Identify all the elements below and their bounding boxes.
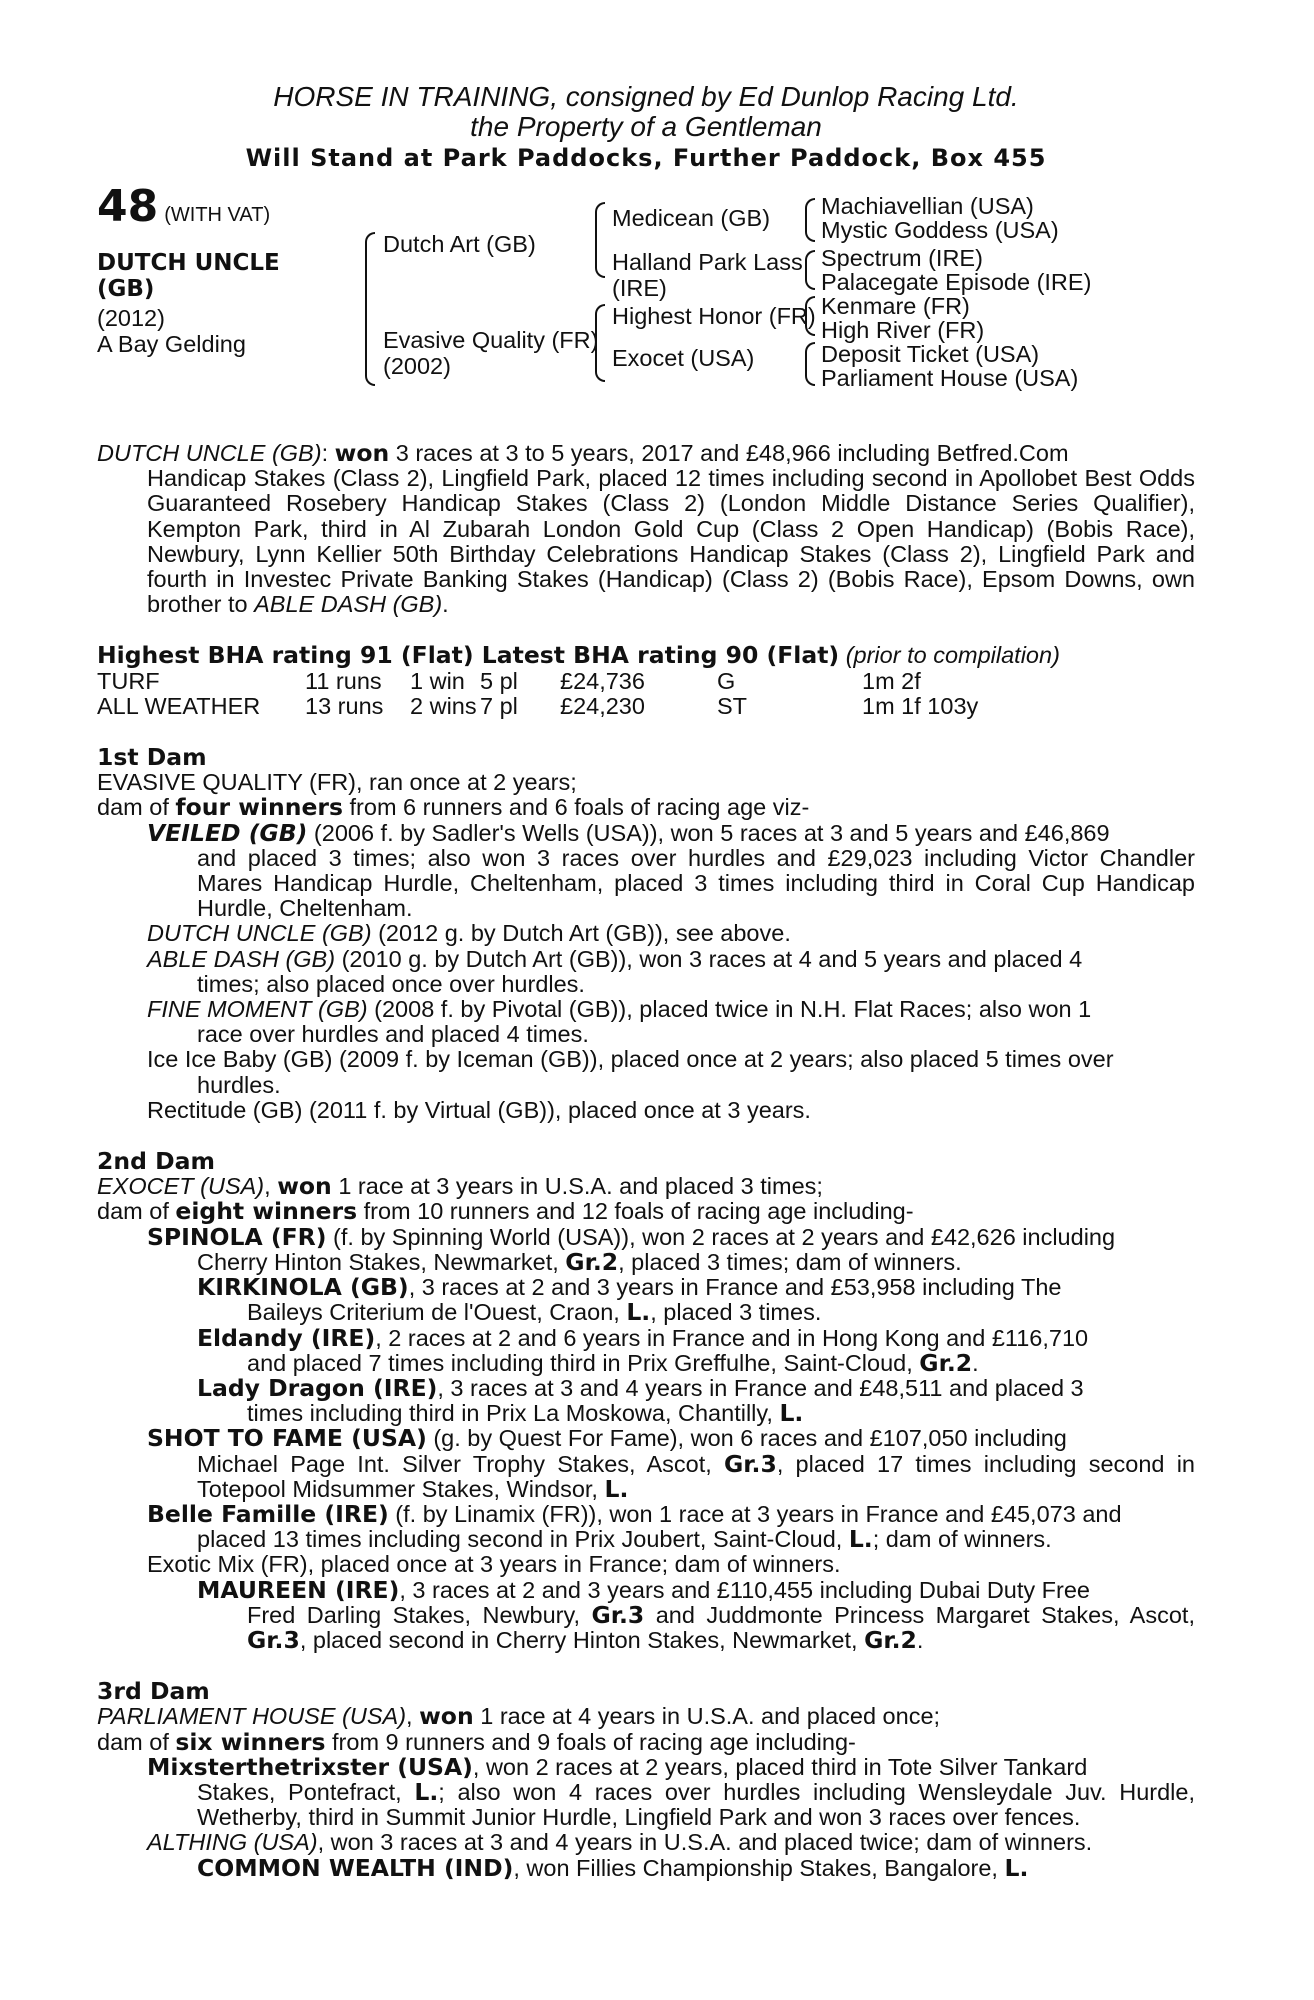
aw-distance: 1m 1f 103y: [862, 692, 979, 719]
produce-belle-famille: Belle Famille (IRE) (f. by Linamix (FR)), won 1 race at 3 years in France and £45,073 and placed 13 times including second in Prix Joubert, Saint-Cloud, L.; dam of winners.: [147, 1499, 1122, 1554]
produce-mixsterthetrixster: Mixsterthetrixster (USA), won 2 races at 2 years, placed third in Tote Silver Tankard Stakes, Pontefract, L.; also won 4 races over hurdles including Wensleydale Juv. Hurdle, Wetherby, third in Summit Junior Hurdle, Lingfield Park and won 3 races over fences.: [147, 1752, 1195, 1831]
dam-year: (2002): [383, 353, 451, 379]
turf-going: G: [717, 667, 736, 694]
turf-distance: 1m 2f: [862, 667, 921, 694]
lot-number: [97, 181, 271, 232]
produce-spinola: SPINOLA (FR) (f. by Spinning World (USA)), won 2 races at 2 years and £42,626 including Cherry Hinton Stakes, Newmarket, Gr.2, placed 3 times; dam of winners.: [147, 1222, 1116, 1276]
sire-dam-line2: (IRE): [612, 275, 667, 301]
summary-horse-name: DUTCH UNCLE (GB): [97, 440, 322, 466]
aw-wins: 2 wins: [410, 692, 477, 719]
turf-prize: £24,736: [560, 667, 645, 694]
brace-gg-1: [805, 198, 815, 242]
dam: Evasive Quality (FR): [383, 327, 599, 353]
second-dam-line2: dam of eight winners from 10 runners and 12 foals of racing age including-: [97, 1197, 914, 1226]
produce-althing: ALTHING (USA), won 3 races at 3 and 4 years in U.S.A. and placed twice; dam of winners.: [147, 1829, 1093, 1856]
first-dam-heading: 1st Dam: [97, 743, 207, 772]
dam-sire: Highest Honor (FR): [612, 303, 816, 329]
third-dam-line2: dam of six winners from 9 runners and 9 foals of racing age including-: [97, 1727, 856, 1756]
produce-veiled: VEILED (GB) (2006 f. by Sadler's Wells (USA)), won 5 races at 3 and 5 years and £46,869 and placed 3 times; also won 3 races over hurdles and £29,023 including Victor Chandler Mares Handicap Hurdle, Cheltenham, placed 3 times including third in Coral Cup Handicap Hurdle, Cheltenham.: [147, 818, 1195, 922]
rating-table: [97, 669, 1195, 719]
page-header: [97, 82, 1195, 174]
turf-label: TURF: [97, 667, 160, 694]
brace-dam-parents: [595, 304, 605, 382]
third-dam-heading: 3rd Dam: [97, 1677, 210, 1706]
first-dam-line1: EVASIVE QUALITY (FR), ran once at 2 years;: [97, 769, 577, 796]
aw-prize: £24,230: [560, 692, 645, 719]
gg-4: Palacegate Episode (IRE): [821, 269, 1092, 295]
brace-gg-2: [805, 250, 815, 290]
produce-fine-moment: FINE MOMENT (GB) (2008 f. by Pivotal (GB)), placed twice in N.H. Flat Races; also won 1 race over hurdles and placed 4 times.: [147, 996, 1092, 1048]
produce-exotic-mix: Exotic Mix (FR), placed once at 3 years in France; dam of winners.: [147, 1551, 841, 1578]
race-record-summary: DUTCH UNCLE (GB): won 3 races at 3 to 5 years, 2017 and £48,966 including Betfred.Com Handicap Stakes (Class 2), Lingfield Park, placed 12 times including second in Apollobet Best Odds Guaranteed Rosebery Handicap Stakes (Class 2) (London Middle Distance Series Qualifier), Kempton Park, third in Al Zubarah London Gold Cup (Class 2 Open Handicap) (Bobis Race), Newbury, Lynn Kellier 50th Birthday Celebrations Handicap Stakes (Class 2), Lingfield Park and fourth in Investec Private Banking Stakes (Handicap) (Class 2) (Bobis Race), Epsom Downs, own brother to ABLE DASH (GB).: [97, 439, 1195, 618]
horse-name: DUTCH UNCLE (GB): [97, 250, 280, 302]
summary-brother: ABLE DASH (GB): [254, 591, 443, 618]
vat-label: (WITH VAT): [164, 204, 271, 226]
produce-common-wealth: COMMON WEALTH (IND), won Fillies Championship Stakes, Bangalore, L.: [197, 1853, 1029, 1882]
horse-description: A Bay Gelding: [97, 331, 246, 357]
aw-going: ST: [717, 692, 748, 719]
gg-3: Spectrum (IRE): [821, 245, 983, 271]
summary-won: won: [334, 439, 390, 467]
rating-section: [97, 643, 1195, 719]
rating-note: (prior to compilation): [845, 642, 1060, 669]
brace-gg-3: [805, 296, 815, 336]
aw-placed: 7 pl: [480, 692, 518, 719]
sire: Dutch Art (GB): [383, 231, 536, 257]
gg-8: Parliament House (USA): [821, 365, 1079, 391]
second-dam-line1: EXOCET (USA), won 1 race at 3 years in U.S.A. and placed 3 times;: [97, 1172, 823, 1201]
consignor-line: HORSE IN TRAINING, consigned by Ed Dunlop Racing Ltd.: [273, 81, 1019, 112]
produce-shot-to-fame: SHOT TO FAME (USA) (g. by Quest For Fame), won 6 races and £107,050 including Michael Page Int. Silver Trophy Stakes, Ascot, Gr.3, placed 17 times including second in Totepool Midsummer Stakes, Windsor, L.: [147, 1424, 1195, 1503]
summary-text1: 3 races at 3 to 5 years, 2017 and £48,966 including Betfred.Com: [389, 440, 1069, 466]
brace-gg-4: [805, 342, 815, 386]
summary-end: .: [442, 591, 449, 618]
pedigree-block: [97, 181, 1195, 419]
property-line: the Property of a Gentleman: [470, 111, 822, 142]
first-dam-line2: dam of four winners from 6 runners and 6 foals of racing age viz-: [97, 793, 810, 822]
dam-dam: Exocet (USA): [612, 345, 755, 371]
brace-sire-parents: [595, 202, 605, 278]
produce-able-dash: ABLE DASH (GB) (2010 g. by Dutch Art (GB)), won 3 races at 4 and 5 years and placed 4 times; also placed once over hurdles.: [147, 945, 1083, 997]
gg-2: Mystic Goddess (USA): [821, 217, 1059, 243]
produce-ice-ice-baby: Ice Ice Baby (GB) (2009 f. by Iceman (GB)), placed once at 2 years; also placed 5 times over hurdles.: [147, 1046, 1114, 1098]
third-dam-line1: PARLIAMENT HOUSE (USA), won 1 race at 4 years in U.S.A. and placed once;: [97, 1702, 941, 1731]
gg-6: High River (FR): [821, 317, 985, 343]
brace-sire-dam: [365, 232, 375, 386]
rating-title: Highest BHA rating 91 (Flat) Latest BHA rating 90 (Flat): [97, 641, 840, 670]
produce-rectitude: Rectitude (GB) (2011 f. by Virtual (GB)), placed once at 3 years.: [147, 1096, 811, 1123]
gg-1: Machiavellian (USA): [821, 193, 1034, 219]
produce-lady-dragon: Lady Dragon (IRE), 3 races at 3 and 4 years in France and £48,511 and placed 3 times including third in Prix La Moskowa, Chantilly, L.: [197, 1373, 1084, 1428]
gg-7: Deposit Ticket (USA): [821, 341, 1040, 367]
stand-line: Will Stand at Park Paddocks, Further Paddock, Box 455: [245, 144, 1047, 172]
aw-runs: 13 runs: [305, 692, 384, 719]
produce-kirkinola: KIRKINOLA (GB), 3 races at 2 and 3 years in France and £53,958 including The Baileys Criterium de l'Ouest, Craon, L., placed 3 times.: [197, 1273, 1062, 1327]
aw-label: ALL WEATHER: [97, 692, 261, 719]
foaling-year: (2012): [97, 305, 165, 331]
turf-runs: 11 runs: [305, 667, 382, 694]
gg-5: Kenmare (FR): [821, 293, 970, 319]
second-dam-heading: 2nd Dam: [97, 1147, 215, 1176]
lot-number-value: 48: [97, 181, 159, 232]
produce-eldandy: Eldandy (IRE), 2 races at 2 and 6 years in France and in Hong Kong and £116,710 and placed 7 times including third in Prix Greffulhe, Saint-Cloud, Gr.2.: [197, 1323, 1089, 1377]
sire-dam-line1: Halland Park Lass: [612, 249, 803, 275]
catalogue-page: [97, 82, 1195, 1881]
turf-placed: 5 pl: [480, 667, 518, 694]
produce-dutch-uncle: DUTCH UNCLE (GB) (2012 g. by Dutch Art (GB)), see above.: [147, 920, 791, 947]
sire-sire: Medicean (GB): [612, 205, 771, 231]
produce-maureen: MAUREEN (IRE), 3 races at 2 and 3 years and £110,455 including Dubai Duty Free Fred Darling Stakes, Newbury, Gr.3 and Juddmonte Princess Margaret Stakes, Ascot, Gr.3, placed second in Cherry Hinton Stakes, Newmarket, Gr.2.: [197, 1575, 1195, 1654]
summary-text2: Handicap Stakes (Class 2), Lingfield Park, placed 12 times including second in Apollobet Best Odds Guaranteed Rosebery Handicap Stakes (Class 2) (London Middle Distance Series Qualifier), Kempton Park, third in Al Zubarah London Gold Cup (Class 2 Open Handicap) (Bobis Race), Newbury, Lynn Kellier 50th Birthday Celebrations Handicap Stakes (Class 2), Lingfield Park and fourth in Investec Private Banking Stakes (Handicap) (Class 2) (Bobis Race), Epsom Downs, own brother to: [147, 465, 1195, 618]
turf-wins: 1 win: [410, 667, 465, 694]
